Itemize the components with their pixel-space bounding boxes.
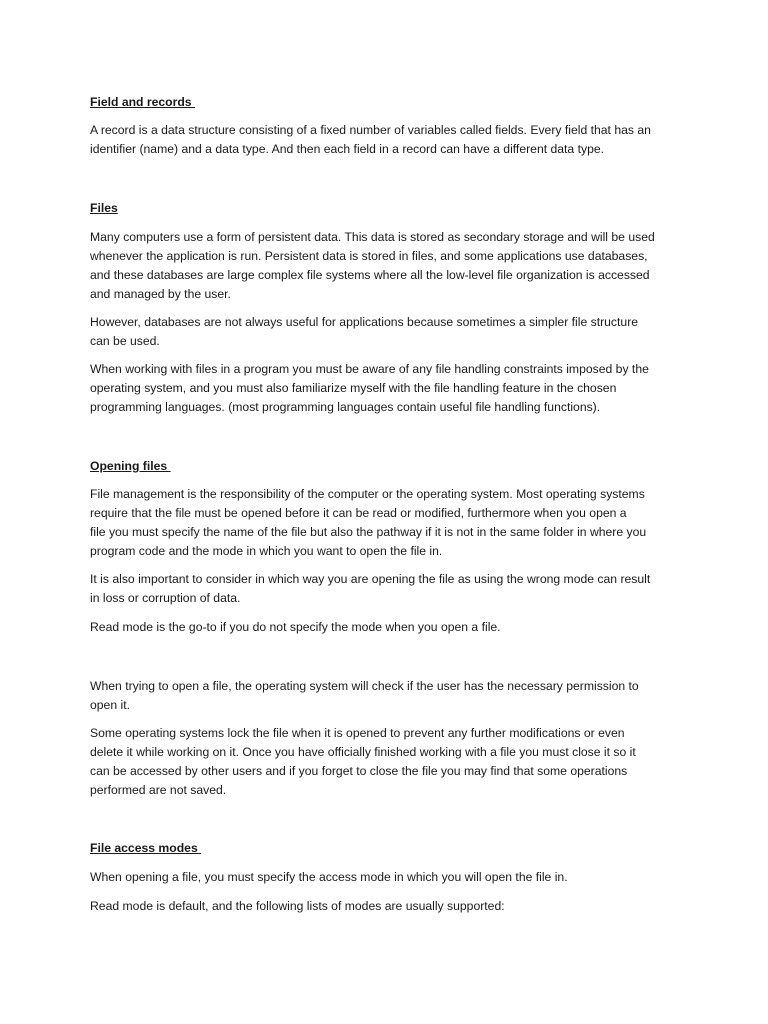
text-line: A record is a data structure consisting of a fixed number of variables called fields. Every field that has an: [90, 123, 651, 137]
text-line: Read mode is default, and the following lists of modes are usually supported:: [90, 899, 505, 913]
paragraph-records-definition: [90, 121, 690, 159]
text-line: identifier (name) and a data type. And then each field in a record can have a different data type.: [90, 142, 605, 157]
paragraph-specify-access-mode: [90, 868, 690, 887]
text-line: When working with files in a program you must be aware of any file handling constraints imposed by the: [90, 362, 649, 376]
text-line: File management is the responsibility of the computer or the operating system. Most operating systems: [90, 487, 645, 501]
paragraph-persistent-data: [90, 228, 690, 304]
text-line: It is also important to consider in which way you are opening the file as using the wrong mode can result: [90, 572, 651, 586]
heading-files: Files: [90, 201, 118, 215]
text-line: file you must specify the name of the file but also the pathway if it is not in the same folder in where you: [90, 525, 647, 540]
paragraph-file-handling-constraints: [90, 360, 690, 417]
paragraph-read-mode-default: [90, 618, 690, 637]
text-line: programming languages. (most programming languages contain useful file handling functions).: [90, 400, 601, 415]
text-line: performed are not saved.: [90, 783, 227, 798]
paragraph-file-locking: [90, 724, 690, 800]
text-line: When opening a file, you must specify the access mode in which you will open the file in.: [90, 870, 568, 884]
text-line: can be accessed by other users and if you forget to close the file you may find that some operations: [90, 764, 628, 779]
paragraph-databases: [90, 313, 690, 351]
text-line: require that the file must be opened before it can be read or modified, furthermore when you open a: [90, 506, 627, 521]
heading-field-and-records: Field and records: [90, 95, 195, 109]
heading-opening-files: Opening files: [90, 459, 171, 473]
paragraph-wrong-mode: [90, 570, 690, 608]
text-line: and managed by the user.: [90, 287, 231, 302]
paragraph-permission-check: [90, 677, 690, 715]
text-line: in loss or corruption of data.: [90, 591, 241, 606]
text-line: operating system, and you must also familiarize myself with the file handling feature in the chosen: [90, 381, 617, 396]
text-line: Read mode is the go-to if you do not specify the mode when you open a file.: [90, 620, 501, 634]
text-line: and these databases are large complex file systems where all the low-level file organization is accessed: [90, 268, 650, 283]
text-line: Some operating systems lock the file when it is opened to prevent any further modifications or even: [90, 726, 625, 740]
paragraph-file-management: [90, 485, 690, 561]
text-line: open it.: [90, 698, 130, 713]
heading-file-access-modes: File access modes: [90, 841, 202, 855]
text-line: program code and the mode in which you want to open the file in.: [90, 544, 443, 559]
text-line: When trying to open a file, the operating system will check if the user has the necessary permission to: [90, 679, 639, 693]
text-line: delete it while working on it. Once you have officially finished working with a file you must close it so it: [90, 745, 636, 760]
paragraph-supported-modes: [90, 897, 690, 916]
text-line: whenever the application is run. Persistent data is stored in files, and some applications use databases,: [90, 249, 648, 264]
text-line: can be used.: [90, 334, 160, 349]
text-line: Many computers use a form of persistent data. This data is stored as secondary storage and will be used: [90, 230, 655, 244]
text-line: However, databases are not always useful for applications because sometimes a simpler file structure: [90, 315, 639, 329]
